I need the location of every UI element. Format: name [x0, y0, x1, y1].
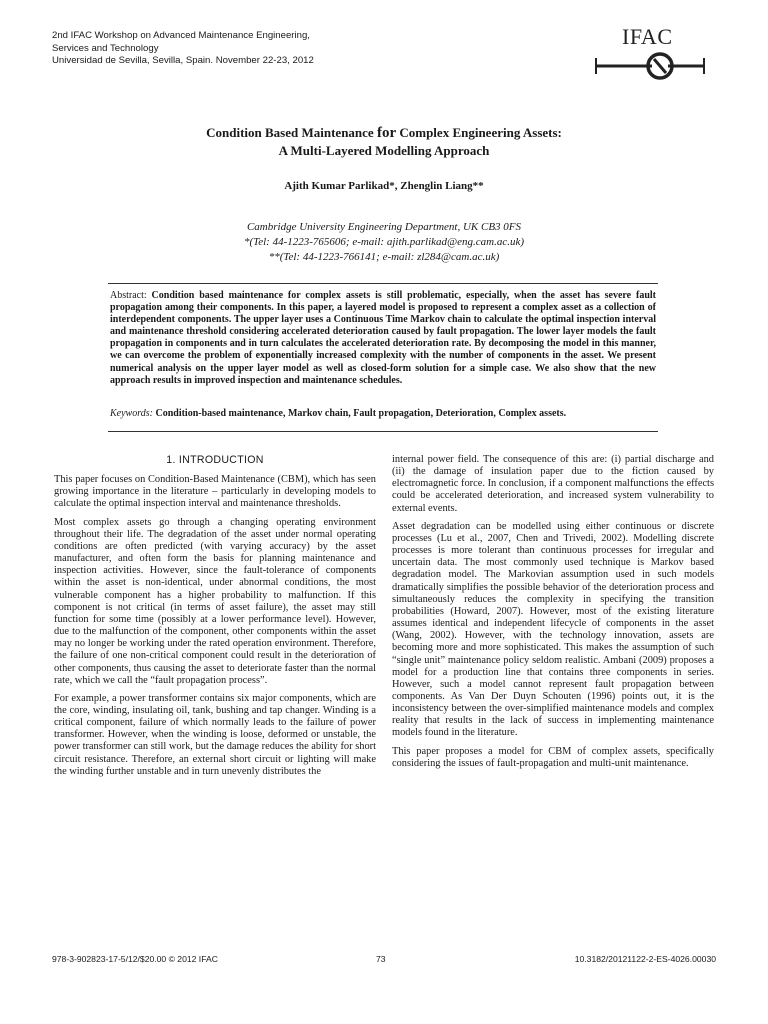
- paper-title: [60, 124, 708, 160]
- footer-isbn: 978-3-902823-17-5/12/$20.00 © 2012 IFAC: [52, 954, 218, 964]
- conference-line-3: Universidad de Sevilla, Sevilla, Spain. November 22-23, 2012: [52, 55, 314, 66]
- abstract: [110, 290, 656, 387]
- section-heading: 1. INTRODUCTION: [166, 454, 264, 466]
- abstract-text: Condition based maintenance for complex assets is still problematic, especially, when the asset has severe fault propagation among their components. In this paper, a layered model is proposed to represent a complex asset as a collection of interdependent components. The upper layer uses a Continuous Time Markov chain to calculate the optimal inspection interval and maintenance threshold considering accelerated deterioration caused by fault propagation. The lower layer models the fault propagation in components and in turn calculates the accelerated deterioration rate. By decomposing the model in this manner, we can overcome the problem of exponentially increased complexity with the number of components in the asset. We present numerical analysis on the upper layer model as well as closed-form solution for a simple case. We also show that the new approach results in improved inspection and maintenance schedules.: [110, 290, 656, 386]
- conference-line-1: 2nd IFAC Workshop on Advanced Maintenance Engineering,: [52, 30, 310, 41]
- right-paragraph-3: This paper proposes a model for CBM of complex assets, specifically considering the issues of fault-propagation and multi-unit maintenance.: [392, 745, 714, 769]
- abstract-bottom-rule: [108, 431, 658, 432]
- keywords-text: Condition-based maintenance, Markov chain, Fault propagation, Deterioration, Complex assets.: [155, 408, 567, 419]
- affiliation-line-1: Cambridge University Engineering Department, UK CB3 0FS: [246, 221, 522, 233]
- logo-wordmark: IFAC: [622, 24, 673, 49]
- affiliation-line-2: *(Tel: 44-1223-765606; e-mail: ajith.parlikad@eng.cam.ac.uk): [243, 236, 525, 248]
- keywords-label: Keywords:: [110, 408, 153, 419]
- ifac-logo: [592, 26, 714, 88]
- title-line-1: [60, 124, 708, 142]
- left-paragraph-1: This paper focuses on Condition-Based Maintenance (CBM), which has seen growing importance in the literature – particularly in developing models to calculate the optimal inspection interval and maintenance thresholds.: [54, 474, 376, 510]
- title-line-2: A Multi-Layered Modelling Approach: [278, 143, 490, 158]
- right-paragraph-1: internal power field. The consequence of this are: (i) partial discharge and (ii) the damage of insulation paper due to the fiction caused by electromagnetic force. In conclusion, if a component malfunctions the effects could be accelerated deterioration, and increased system vulnerability to external events.: [392, 454, 714, 514]
- title-part-1: Condition Based Maintenance: [206, 125, 377, 140]
- abstract-top-rule: [108, 283, 658, 284]
- right-paragraph-2: Asset degradation can be modelled using either continuous or discrete processes (Lu et al., 2007, Chen and Trivedi, 2002). Modelling discrete processes is more tolerant than continuous processes for irregular and uncertain data. The most commonly used technique is Markov based degradation model. The Markovian assumption used in such models dramatically simplifies the possible behavior of the deterioration process and simultaneously reduces the complexity in specifying the transition probabilities (Howard, 2007). However, most of the existing literature assumes identical and independent lifecycle of components in the asset (Wang, 2002). However, with the technology innovation, assets are becoming more and more sophisticated. This makes the assumption of such “single unit” maintenance policy seldom realistic. Ambani (2009) proposes a model for a production line that contains three components in series. However, such a model cannot represent fault propagation between components. As Van Der Duyn Schouten (1996) points out, it is the inconsistency between the over-simplified maintenance models and complex reality that results in the lack of success in implementing maintenance models found in the literature.: [392, 520, 714, 739]
- keywords: [110, 408, 656, 420]
- page-number: 73: [376, 954, 386, 964]
- affiliation: [60, 220, 708, 265]
- left-column: [54, 454, 376, 784]
- footer-doi: 10.3182/20121122-2-ES-4026.00030: [574, 954, 716, 964]
- right-column: [392, 454, 714, 776]
- left-paragraph-2: Most complex assets go through a changing operating environment throughout their life. The degradation of the asset under normal operating conditions are often predicted (with varying accuracy) by the asset manufacturer, and often form the basis for planning maintenance and inspection activities. However, since the fault-tolerance of components within the asset is non-identical, under abnormal conditions, the most vulnerable component has a higher probability to malfunction. If this component is not critical (in terms of asset failure), the asset may still function for some time (possibly at a lower performance level). However, due to the malfunction of the component, other components within the asset may no longer be working under the rated operation environment. Therefore, the failure of one non-critical component could result in the deterioration of other components, thus causing the asset to deteriorate faster than the normal rate, which we call the “fault propagation process”.: [54, 516, 376, 686]
- title-part-2: Complex Engineering Assets:: [396, 125, 562, 140]
- affiliation-line-3: **(Tel: 44-1223-766141; e-mail: zl284@cam.ac.uk): [268, 251, 500, 263]
- title-for: for: [376, 125, 397, 141]
- abstract-label: Abstract:: [110, 290, 147, 301]
- authors: Ajith Kumar Parlikad*, Zhenglin Liang**: [284, 180, 484, 192]
- conference-header: [52, 30, 492, 68]
- conference-line-2: Services and Technology: [52, 42, 159, 54]
- left-paragraph-3: For example, a power transformer contains six major components, which are the core, winding, insulating oil, tank, bushing and tap changer. Winding is a critical component, failure of which normally leads to the failure of power transformer. However, when the winding is loose, deformed or unstable, the power transformer can still work, but the damage reduces the ability for short circuit resistance. Therefore, an external short circuit or lighting will make the winding further unstable and in turn unevenly distributes the: [54, 692, 376, 777]
